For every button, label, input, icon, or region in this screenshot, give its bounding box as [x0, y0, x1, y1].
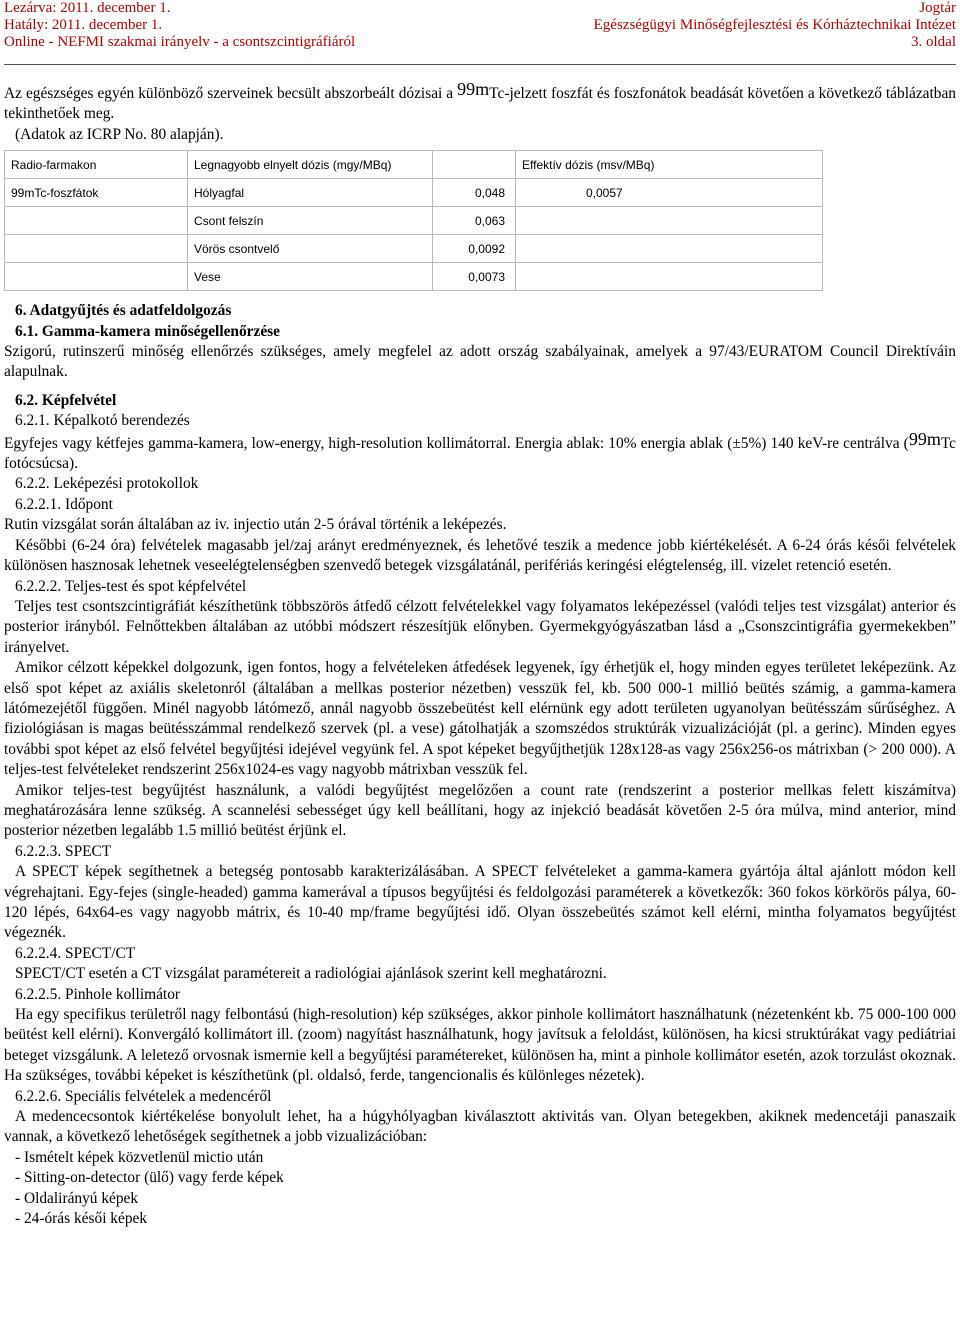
header-publisher: Jogtár — [919, 0, 956, 16]
table-header-cell: Legnagyobb elnyelt dózis (mgy/MBq) — [188, 151, 433, 179]
section-6-2-2-2-p2: Amikor célzott képekkel dolgozunk, igen fontos, hogy a felvételeken átfedések legyenek, így érhetjük el, hogy minden egyes területet leképezünk. Az első spot képet az axiális skeletonról (általában a mellkas posterior nézetben) vesszük fel, kb. 500 000-1 millió beütés számig, a gamma-kamera látómezejétől függően. Minél nagyobb látómező, annál nagyobb összebeütést kell elérnünk egy adott területen ugyanolyan beütésszám sűrűséghez. A fiziológiásan is magas beütésszámmal rendelkező szervek (pl. a vese) gátolhatják a szomszédos struktúrák vizualizációját (pl. a gerinc). Minden egyes további spot képet az első felvétel begyűjtési idejével vegyünk fel. A spot képeket begyűjthetjük 128x128-as vagy 256x256-os mátrixban (> 200 000). A teljes-test felvételeket rendszerint 256x1024-es vagy nagyobb mátrixban vesszük fel. — [4, 659, 956, 779]
section-6-2-2-5-p1: Ha egy specifikus területről nagy felbontású (high-resolution) kép szükséges, akkor pinhole kollimátort használhatunk (nézetenként kb. 75 000-100 000 beütést kell elérni). Konvergáló kollimátort ill. (zoom) nagyítást használhatunk, hogy javítsuk a feloldást, különösen, ha kicsi struktúrákat vagy pediátriai beteget vizsgálunk. A leletező orvosnak ismernie kell a begyűjtési paramétereket, különösen ha, mint a pinhole kollimátor esetén, azok torzulást okoznak. Ha szükséges, további képeket is készíthetünk (pl. oldalsó, ferde, tangencionalis és különleges nézetek). — [4, 1006, 956, 1085]
section-6-2-2-5-heading: 6.2.2.5. Pinhole kollimátor — [15, 985, 181, 1003]
section-6-2-2-1-p1: Rutin vizsgálat során általában az iv. injectio után 2-5 órával történik a leképezés. — [4, 516, 507, 534]
table-header-row — [5, 151, 823, 179]
section-6-2-2-2-p1: Teljes test csontszcintigráfiát készíthetünk többszörös átfedő célzott felvételekkel vagy folyamatos leképezéssel (valódi teljes test vizsgálat) anterior és posterior irányból. Felnőttekben általában az utóbbi módszert részesítjük előnyben. Gyermekgyógyászatban lásd a „Csonszcintigráfia gyermekekben” irányelvet. — [4, 597, 956, 656]
section-6-2-2-heading: 6.2.2. Leképezési protokollok — [15, 475, 199, 493]
table-header-cell: Effektív dózis (msv/MBq) — [516, 151, 823, 179]
intro-isotope-superscript: 99m — [457, 79, 490, 99]
section-6-2-2-1-heading: 6.2.2.1. Időpont — [15, 495, 113, 513]
table-row — [5, 207, 823, 235]
section-6-2-2-6-heading: 6.2.2.6. Speciális felvételek a medencéről — [15, 1087, 272, 1105]
table-cell-organ: Vese — [188, 263, 433, 291]
table-cell-value: 0,0073 — [433, 263, 516, 291]
list-item: - Sitting-on-detector (ülő) vagy ferde képek — [15, 1169, 284, 1187]
page-header — [0, 0, 960, 66]
section-6-2-2-2-heading: 6.2.2.2. Teljes-test és spot képfelvétel — [15, 577, 247, 595]
table-cell-effective: 0,0057 — [516, 179, 823, 207]
table-cell-agent — [5, 263, 188, 291]
table-cell-organ: Csont felszín — [188, 207, 433, 235]
table-cell-agent — [5, 235, 188, 263]
header-closed-date: Lezárva: 2011. december 1. — [4, 0, 171, 16]
section-6-2-1-text-end: Tc fotócsúcsa). — [4, 434, 956, 473]
table-cell-value: 0,063 — [433, 207, 516, 235]
section-6-2-2-1-p2: Későbbi (6-24 óra) felvételek magasabb jel/zaj arányt eredményeznek, és lehetővé teszik a medence jobb kiértékelését. A 6-24 órás késői felvételek különösen hasznosak lehetnek veseelégtelenségben szenvedő betegek vizsgálatánál, perifériás keringési elégtelenség, ill. vizelet retenció esetén. — [4, 536, 956, 575]
intro-source: (Adatok az ICRP No. 80 alapján). — [15, 125, 224, 143]
section-6-2-2-4-heading: 6.2.2.4. SPECT/CT — [15, 944, 136, 962]
header-divider — [4, 64, 956, 65]
header-right — [594, 0, 956, 51]
table-cell-effective — [516, 235, 823, 263]
intro-paragraph — [4, 79, 956, 125]
section-6-1-heading: 6.1. Gamma-kamera minőségellenőrzése — [15, 322, 280, 340]
dose-table — [4, 150, 823, 291]
isotope-superscript: 99m — [908, 428, 941, 449]
table-cell-effective — [516, 263, 823, 291]
intro-text-end: Tc-jelzett foszfát és foszfonátok beadását követően a következő táblázatban tekinthetőek meg. — [4, 85, 956, 123]
section-6-2-heading: 6.2. Képfelvétel — [15, 391, 117, 409]
header-institute: Egészségügyi Minőségfejlesztési és Kórháztechnikai Intézet — [593, 17, 956, 33]
intro-text-start: Az egészséges egyén különböző szerveinek becsült abszorbeált dózisai a — [4, 85, 458, 102]
table-cell-effective — [516, 207, 823, 235]
section-6-2-1-text — [4, 428, 956, 475]
table-cell-organ: Hólyagfal — [188, 179, 433, 207]
table-row — [5, 235, 823, 263]
header-doc-title: Online - NEFMI szakmai irányelv - a csontszcintigráfiáról — [4, 34, 356, 50]
section-6-2-2-3-p1: A SPECT képek segíthetnek a betegség pontosabb karakterizálásában. A SPECT felvételeket a gamma-kamera gyártója által ajánlott módon kell végrehajtani. Egy-fejes (single-headed) gamma kamerával a típusos begyűjtési és feldolgozási paraméterek a következők: 360 fokos körkörös pálya, 60-120 lépés, 64x64-es vagy nagyobb mátrix, és 10-40 mp/frame begyűjtési idő. Olyan összebeütés számot kell elérni, mintha folyamatos begyűjtést végeznék. — [4, 863, 956, 942]
table-cell-agent: 99mTc-foszfátok — [5, 179, 188, 207]
table-cell-value: 0,048 — [433, 179, 516, 207]
section-6-heading: 6. Adatgyűjtés és adatfeldolgozás — [15, 302, 232, 320]
section-6-2-1-heading: 6.2.1. Képalkotó berendezés — [15, 412, 190, 430]
list-item: - Ismételt képek közvetlenül mictio után — [15, 1148, 264, 1166]
table-header-cell — [433, 151, 516, 179]
table-row — [5, 179, 823, 207]
section-6-2-1-text-start: Egyfejes vagy kétfejes gamma-kamera, low-energy, high-resolution kollimátorral. Energia ablak: 10% energia ablak (±5%) 140 keV-re centrálva ( — [4, 434, 909, 452]
list-item: - 24-órás késői képek — [15, 1210, 148, 1228]
section-6-2-2-4-p1: SPECT/CT esetén a CT vizsgálat paramétereit a radiológiai ajánlások szerint kell meghatározni. — [15, 965, 607, 983]
table-row — [5, 263, 823, 291]
header-page-number: 3. oldal — [911, 34, 956, 50]
table-header-cell: Radio-farmakon — [5, 151, 188, 179]
table-cell-agent — [5, 207, 188, 235]
document-body — [4, 79, 956, 1230]
section-6-1-text: Szigorú, rutinszerű minőség ellenőrzés szükséges, amely megfelel az adott ország szabályainak, amelyek a 97/43/EURATOM Council Direktíváin alapulnak. — [4, 343, 956, 381]
section-6-2-2-2-p3: Amikor teljes-test begyűjtést használunk, a valódi begyűjtést megelőzően a count rate (rendszerint a posterior mellkas felett kiszámítva) meghatározására lenne szükség. A scannelési sebességet úgy kell beállítani, hogy az injekció beadását követően 2-5 óra múlva, mind anterior, mind posterior nézetben legalább 1.5 millió beütést érjünk el. — [4, 781, 956, 840]
table-cell-value: 0,0092 — [433, 235, 516, 263]
list-item: - Oldalirányú képek — [15, 1189, 139, 1207]
header-effective-date: Hatály: 2011. december 1. — [4, 17, 163, 33]
header-left — [4, 0, 355, 51]
section-6-2-2-6-p1: A medencecsontok kiértékelése bonyolult lehet, ha a húgyhólyagban kiválasztott aktivitás van. Olyan betegekben, akiknek medencetáji panaszaik vannak, a következő lehetőségek segíthetnek a jobb vizualizációban: — [4, 1108, 956, 1146]
table-cell-organ: Vörös csontvelő — [188, 235, 433, 263]
section-6-2-2-3-heading: 6.2.2.3. SPECT — [15, 842, 112, 860]
